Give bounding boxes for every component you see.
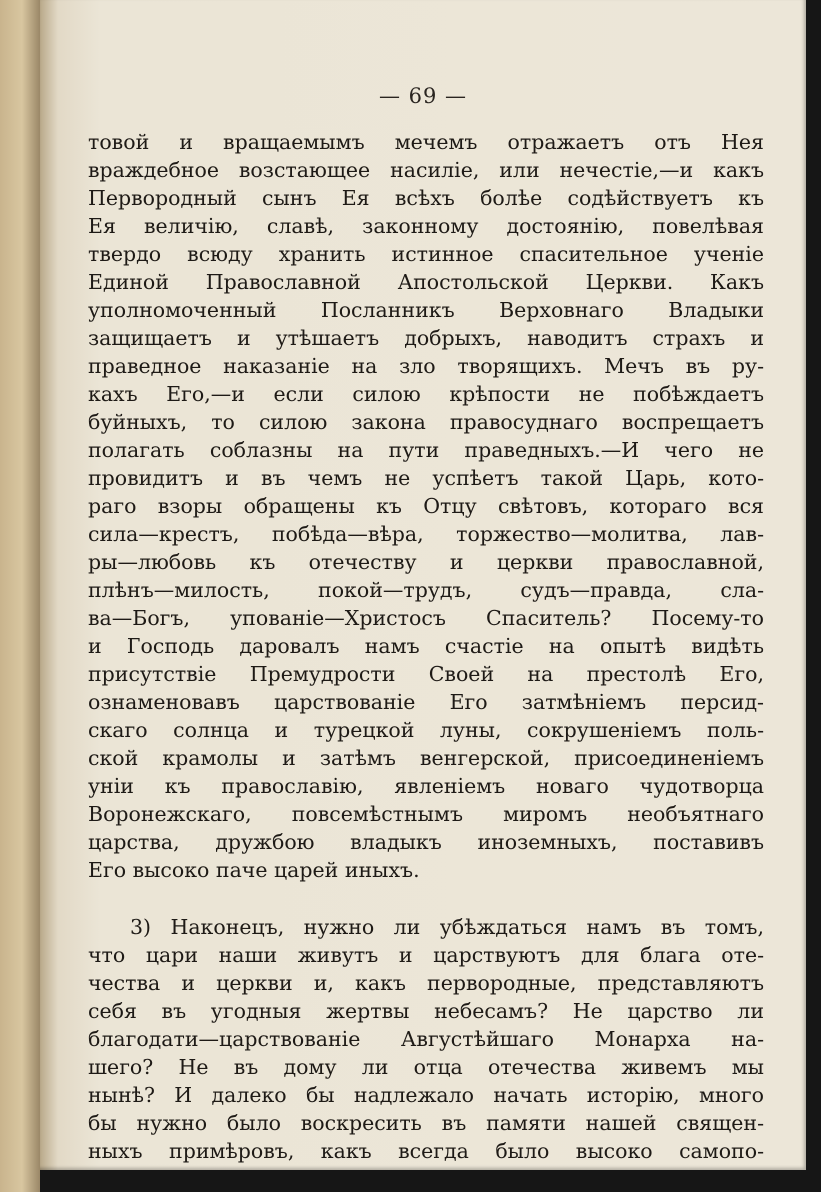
text-line: товой и вращаемымъ мечемъ отражаетъ отъ Нея [88,130,764,154]
previous-page-edge [0,0,40,1192]
paragraph [88,128,764,884]
text-line: плѣнъ—милость, покой—трудъ, судъ—правда, сла- [88,578,764,602]
text-line: себя въ угодныя жертвы небесамъ? Не царство ли [88,999,764,1023]
text-line: нынѣ? И далеко бы надлежало начать исторію, много [88,1083,764,1107]
text-line: и Господь даровалъ намъ счастіе на опытѣ видѣть [88,634,764,658]
text-line: уніи къ православію, явленіемъ новаго чудотворца [88,774,764,798]
text-line: буйныхъ, то силою закона правосуднаго воспрещаетъ [88,410,764,434]
text-line: что цари наши живутъ и царствуютъ для блага оте- [88,943,764,967]
text-line: враждебное возстающее насиліе, или нечестіе,—и какъ [88,158,764,182]
text-line: шего? Не въ дому ли отца отечества живемъ мы [88,1055,764,1079]
text-line: присутствіе Премудрости Своей на престолѣ Его, [88,662,764,686]
text-line: полагать соблазны на пути праведныхъ.—И чего не [88,438,764,462]
text-line: твердо всюду хранить истинное спасительное ученіе [88,242,764,266]
text-line: скаго солнца и турецкой луны, сокрушеніемъ поль- [88,718,764,742]
text-line: благодати—царствованіе Августѣйшаго Монарха на- [88,1027,764,1051]
text-line: бы нужно было воскресить въ памяти нашей священ- [88,1111,764,1135]
paragraph-gap [88,884,764,913]
text-line: Его высоко паче царей иныхъ. [88,858,420,882]
page-number: — 69 — [378,84,468,108]
text-line: раго взоры обращены къ Отцу свѣтовъ, котораго вся [88,494,764,518]
text-line: провидитъ и въ чемъ не успѣетъ такой Царь, кото- [88,466,764,490]
text-line: царства, дружбою владыкъ иноземныхъ, поставивъ [88,830,764,854]
text-line: ва—Богъ, упованіе—Христосъ Спаситель? Посему-то [88,606,764,630]
text-line: Единой Православной Апостольской Церкви. Какъ [88,270,764,294]
text-line: защищаетъ и утѣшаетъ добрыхъ, наводитъ страхъ и [88,326,764,350]
text-line: сила—крестъ, побѣда—вѣра, торжество—молитва, лав- [88,522,764,546]
text-line: 3) Наконецъ, нужно ли убѣждаться намъ въ томъ, [130,915,764,939]
text-line: ской крамолы и затѣмъ венгерской, присоединеніемъ [88,746,764,770]
page-text [88,128,764,1165]
text-line: Ея величію, славѣ, законному достоянію, повелѣвая [88,214,764,238]
text-line: Первородный сынъ Ея всѣхъ болѣе содѣйствуетъ къ [88,186,764,210]
book-page [40,0,806,1170]
text-line: уполномоченный Посланникъ Верховнаго Владыки [88,298,764,322]
text-line: ныхъ примѣровъ, какъ всегда было высоко самопо- [88,1139,764,1163]
text-line: чества и церкви и, какъ первородные, представляютъ [88,971,764,995]
text-line: ознаменовавъ царствованіе Его затмѣніемъ персид- [88,690,764,714]
text-line: праведное наказаніе на зло творящихъ. Мечъ въ ру- [88,354,764,378]
text-line: Воронежскаго, повсемѣстнымъ миромъ необъятнаго [88,802,764,826]
text-line: кахъ Его,—и если силою крѣпости не побѣждаетъ [88,382,764,406]
text-line: ры—любовь къ отечеству и церкви православной, [88,550,764,574]
paragraph [88,913,764,1165]
